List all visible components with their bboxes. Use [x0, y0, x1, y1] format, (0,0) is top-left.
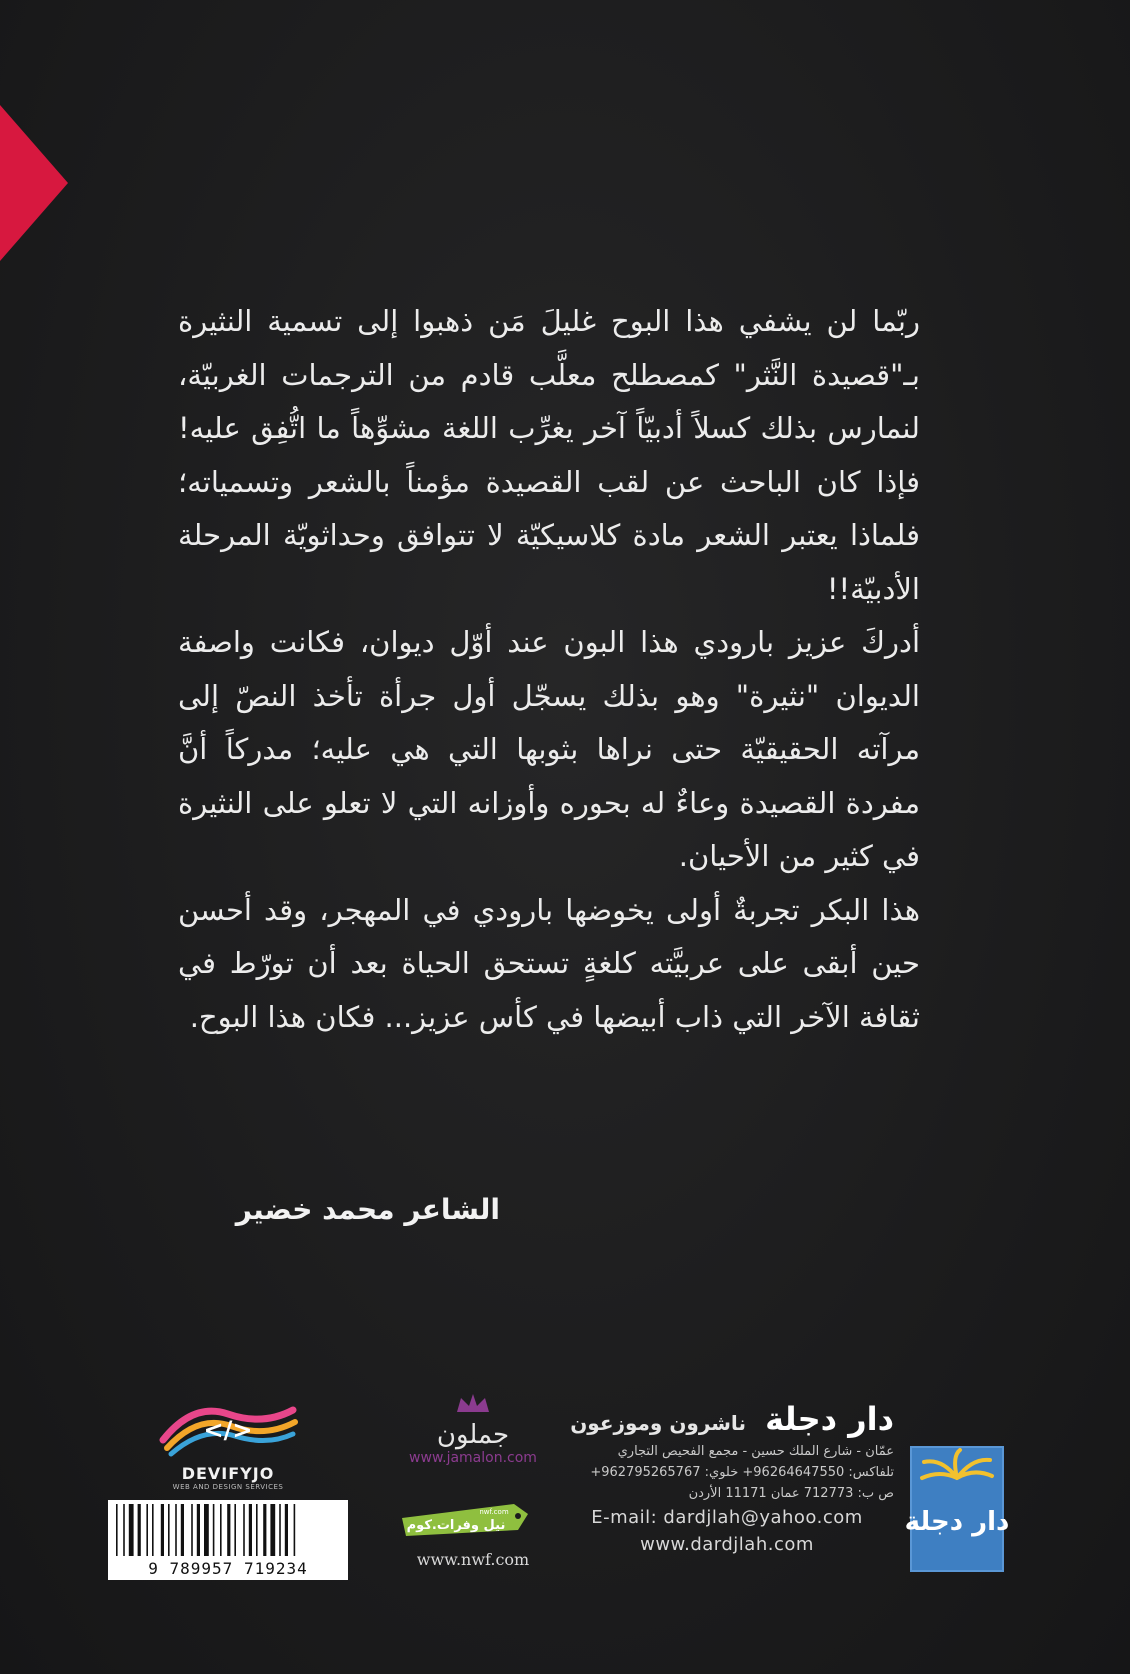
- publisher-subtitle: ناشرون وموزعون: [570, 1411, 746, 1435]
- nwf-url: www.nwf.com: [416, 1550, 530, 1569]
- devifyjo-symbol: </>: [203, 1416, 253, 1444]
- publisher-po-box: ص ب: 712773 عمان 11171 الأردن: [688, 1486, 894, 1501]
- publisher-title: [560, 1400, 894, 1438]
- publisher-logo: [904, 1446, 1010, 1572]
- devifyjo-name: DEVIFYJO: [181, 1464, 275, 1483]
- publisher-phones: تلفاكس: 96264647550+ خلوي: 962795265767+: [590, 1465, 894, 1480]
- publisher-website: www.dardjlah.com: [640, 1534, 814, 1555]
- isbn-barcode: [108, 1500, 348, 1580]
- blurb-text: [178, 295, 920, 1044]
- barcode-bars: [108, 1500, 348, 1560]
- author-signature: الشاعر محمد خضير: [235, 1193, 500, 1226]
- nwf-tag-text: نيل وفرات.كوم: [406, 1518, 506, 1533]
- devifyjo-swirl-icon: [153, 1400, 303, 1460]
- publisher-address: عمّان - شارع الملك حسين - مجمع الفحيص التجاري: [617, 1444, 894, 1459]
- blurb-paragraph-1: ربّما لن يشفي هذا البوح غليلَ مَن ذهبوا إلى تسمية النثيرة بـ"قصيدة النَّثر" كمصطلح معلَّب قادم من الترجمات الغربيّة، لنمارس بذلك كسلاً أدبيّاً آخر يغرِّب اللغة مشوِّهاً ما اتُّفِق عليه! فإذا كان الباحث عن لقب القصيدة مؤمناً بالشعر وتسمياته؛ فلماذا يعتبر الشعر مادة كلاسيكيّة لا تتوافق وحداثويّة المرحلة الأدبيّة!!: [178, 304, 920, 606]
- blurb-paragraph-3: هذا البكر تجربةٌ أولى يخوضها بارودي في المهجر، وقد أحسن حين أبقى على عربيَّته كلغةٍ تستحق الحياة بعد أن تورّط في ثقافة الآخر التي ذاب أبيضها في كأس عزيز... فكان هذا البوح.: [178, 892, 920, 1034]
- blurb-paragraph-2: أدركَ عزيز بارودي هذا البون عند أوّل ديوان، فكانت واصفة الديوان "نثيرة" وهو بذلك يسجّل أول جرأة تأخذ النصّ إلى مرآته الحقيقيّة حتى نراها بثوبها التي هي عليه؛ مدركاً أنَّ مفردة القصيدة وعاءٌ له بحوره وأوزانه التي لا تعلو على النثيرة في كثير من الأحيان.: [178, 625, 920, 873]
- devifyjo-logo: [144, 1400, 312, 1491]
- jamalon-logo: [388, 1392, 558, 1466]
- crown-icon: [453, 1392, 493, 1416]
- publisher-email: E-mail: dardjlah@yahoo.com: [591, 1507, 863, 1528]
- palm-icon: [904, 1448, 1010, 1570]
- publisher-name: دار دجلة: [765, 1400, 894, 1438]
- publisher-logo-text: دار دجلة: [904, 1507, 1010, 1537]
- nwf-tag-small: nwf.com: [479, 1508, 509, 1516]
- jamalon-url: www.jamalon.com: [409, 1450, 537, 1466]
- devifyjo-subtitle: WEB AND DESIGN SERVICES: [172, 1483, 284, 1491]
- barcode-number: 9 789957 719234: [148, 1559, 308, 1578]
- red-corner-tab: [0, 105, 68, 261]
- jamalon-name: جملون: [436, 1420, 510, 1450]
- publisher-info: [560, 1400, 894, 1555]
- nwf-tag-logo: [396, 1500, 534, 1540]
